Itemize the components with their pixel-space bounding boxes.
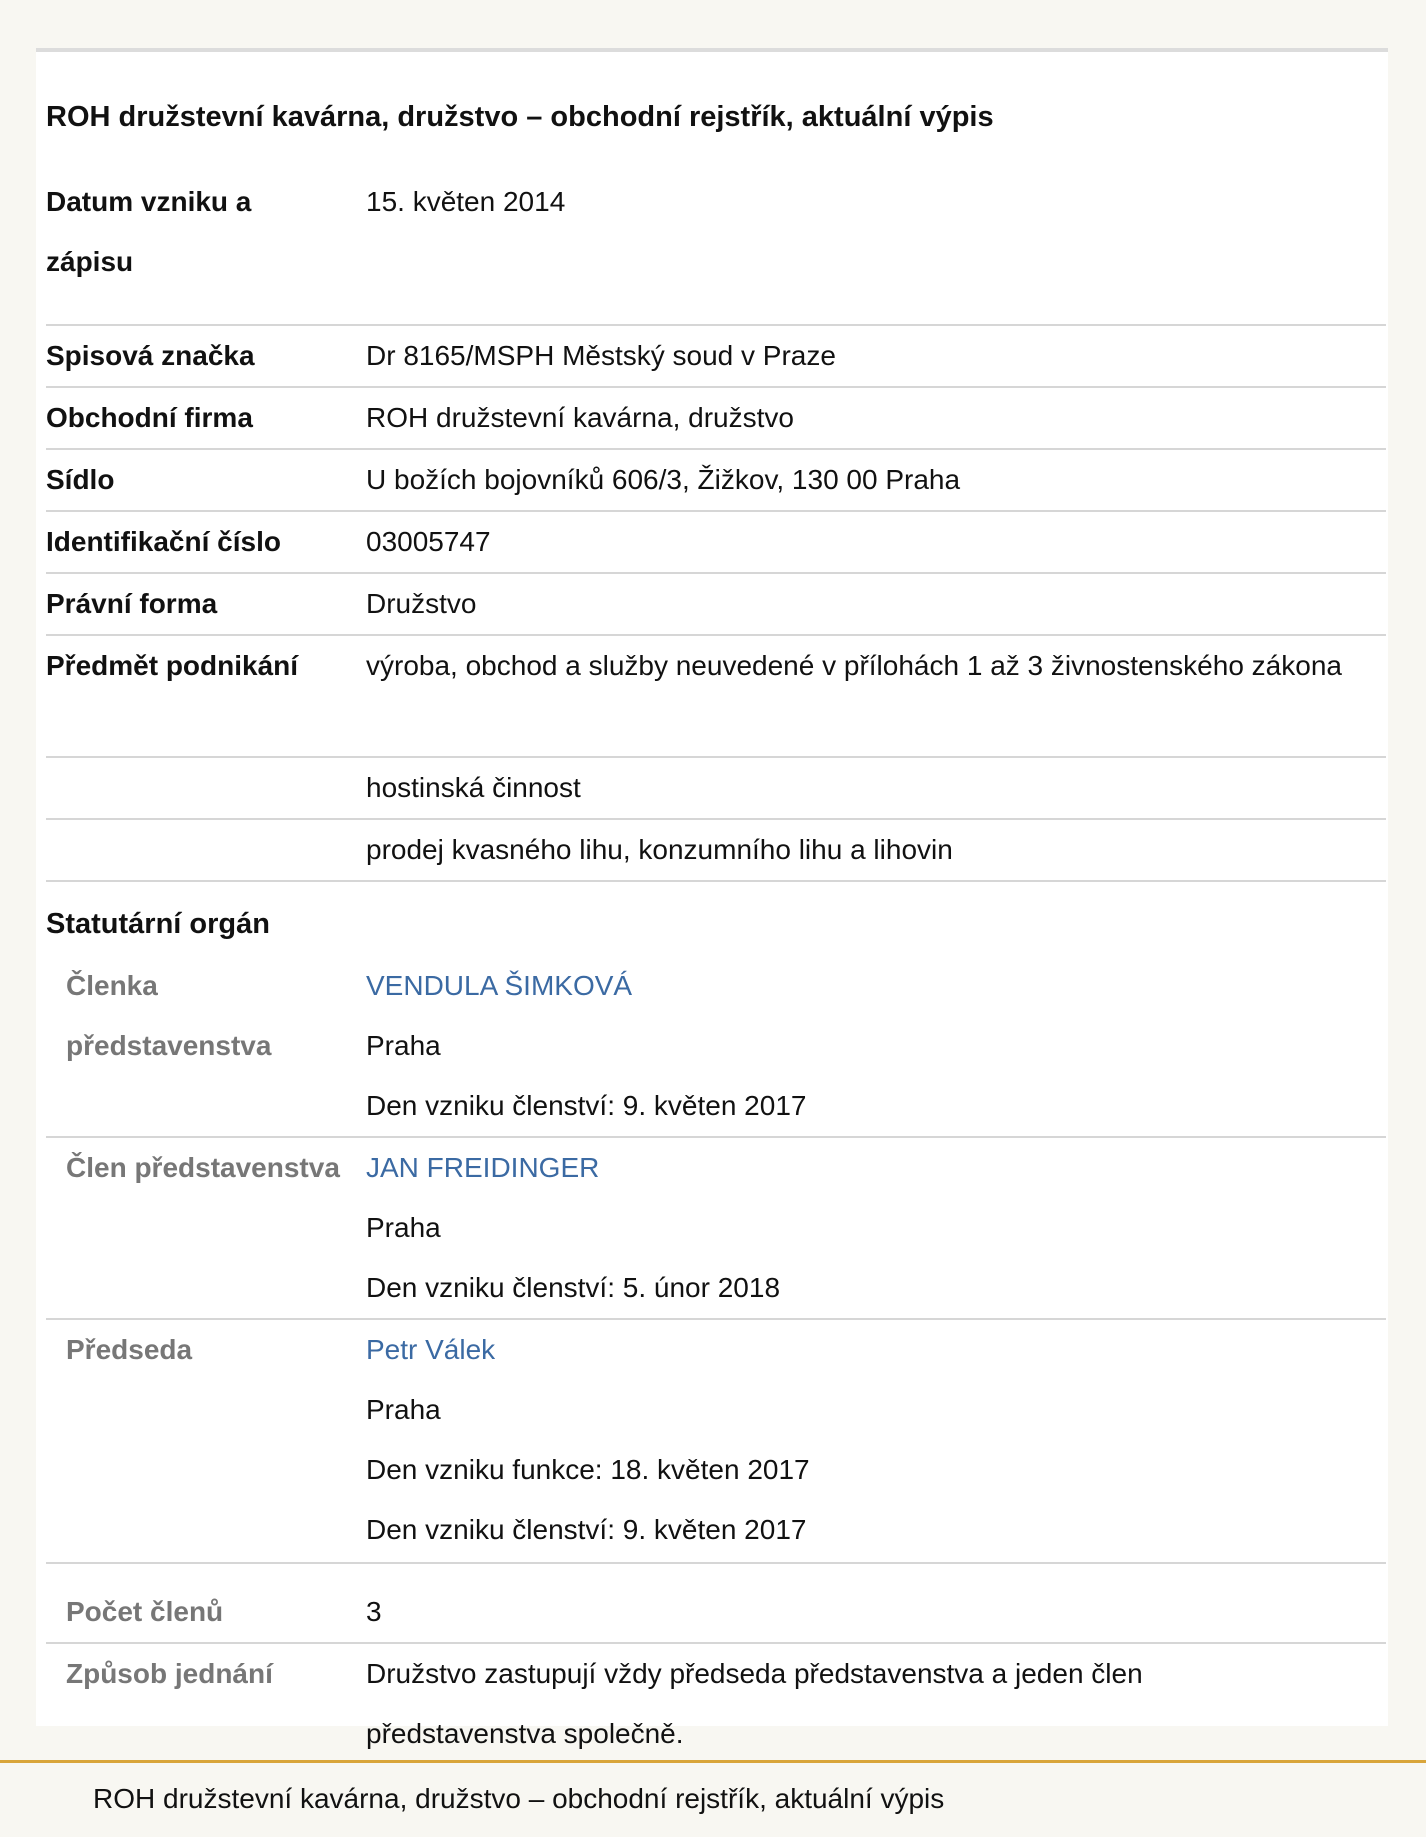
member-detail-line: Den vzniku členství: 9. květen 2017 — [366, 1090, 807, 1121]
field-label: Spisová značka — [46, 340, 255, 371]
member-details — [366, 1320, 1376, 1560]
field-value: Družstvo — [366, 588, 477, 619]
field-row-pravni-forma — [46, 574, 1386, 636]
field-label: Způsob jednání — [66, 1658, 273, 1689]
member-row — [46, 1320, 1386, 1564]
field-label: Sídlo — [46, 464, 115, 495]
page-footer — [0, 1760, 1426, 1837]
register-card — [36, 48, 1388, 1749]
field-row-predmet-podnikani — [46, 636, 1386, 758]
field-value: Dr 8165/MSPH Městský soud v Praze — [366, 340, 836, 371]
field-row-pocet-clenu — [46, 1582, 1386, 1644]
field-value: výroba, obchod a služby neuvedené v přílohách 1 až 3 živnostenského zákona — [366, 650, 1342, 681]
footer-title: ROH družstevní kavárna, družstvo – obchodní rejstřík, aktuální výpis — [93, 1783, 945, 1814]
member-detail-line: Den vzniku členství: 5. únor 2018 — [366, 1272, 781, 1303]
field-value: hostinská činnost — [366, 772, 581, 803]
member-detail-line: Praha — [366, 1030, 441, 1061]
member-detail-line: Praha — [366, 1394, 441, 1425]
field-row-ico — [46, 512, 1386, 574]
field-row-sidlo — [46, 450, 1386, 512]
field-value: 03005747 — [366, 526, 491, 557]
field-row-obchodni-firma — [46, 388, 1386, 450]
field-row-spisova-znacka — [46, 326, 1386, 388]
field-value: U božích bojovníků 606/3, Žižkov, 130 00 Praha — [366, 464, 961, 495]
field-label: Počet členů — [66, 1596, 224, 1627]
field-value: 3 — [366, 1596, 382, 1627]
field-value: 15. květen 2014 — [366, 186, 566, 217]
member-detail-line: Den vzniku funkce: 18. květen 2017 — [366, 1454, 810, 1485]
field-label: Předmět podnikání — [46, 650, 299, 681]
field-label: Obchodní firma — [46, 402, 253, 433]
member-row — [46, 1138, 1386, 1320]
member-row — [46, 956, 1386, 1138]
member-role: Člen představenstva — [66, 1152, 340, 1183]
page-title: ROH družstevní kavárna, družstvo – obchodní rejstřík, aktuální výpis — [46, 101, 994, 133]
field-value: ROH družstevní kavárna, družstvo — [366, 402, 794, 433]
field-row-zpusob-jednani — [46, 1644, 1386, 1768]
member-name-link[interactable]: VENDULA ŠIMKOVÁ — [366, 970, 633, 1001]
member-role: Členka představenstva — [66, 970, 272, 1061]
field-label: Identifikační číslo — [46, 526, 281, 557]
member-name-link[interactable]: Petr Válek — [366, 1334, 496, 1365]
section-heading-statutarni-organ: Statutární orgán — [46, 908, 270, 940]
member-detail-line: Praha — [366, 1212, 441, 1243]
field-value: Družstvo zastupují vždy předseda představenstva a jeden člen představenstva společně. — [366, 1658, 1143, 1749]
field-row-datum-vzniku — [46, 172, 1386, 326]
field-row-predmet-item — [46, 758, 1386, 820]
member-name-link[interactable]: JAN FREIDINGER — [366, 1152, 600, 1183]
member-detail-line: Den vzniku členství: 9. květen 2017 — [366, 1514, 807, 1545]
field-label: Právní forma — [46, 588, 218, 619]
row-divider — [46, 1562, 1386, 1564]
member-details — [366, 956, 1376, 1136]
field-value: prodej kvasného lihu, konzumního lihu a lihovin — [366, 834, 953, 865]
member-role: Předseda — [66, 1334, 193, 1365]
member-details — [366, 1138, 1376, 1318]
row-divider — [46, 880, 1386, 882]
field-label: Datum vzniku a zápisu — [46, 186, 252, 277]
field-row-predmet-item — [46, 820, 1386, 882]
